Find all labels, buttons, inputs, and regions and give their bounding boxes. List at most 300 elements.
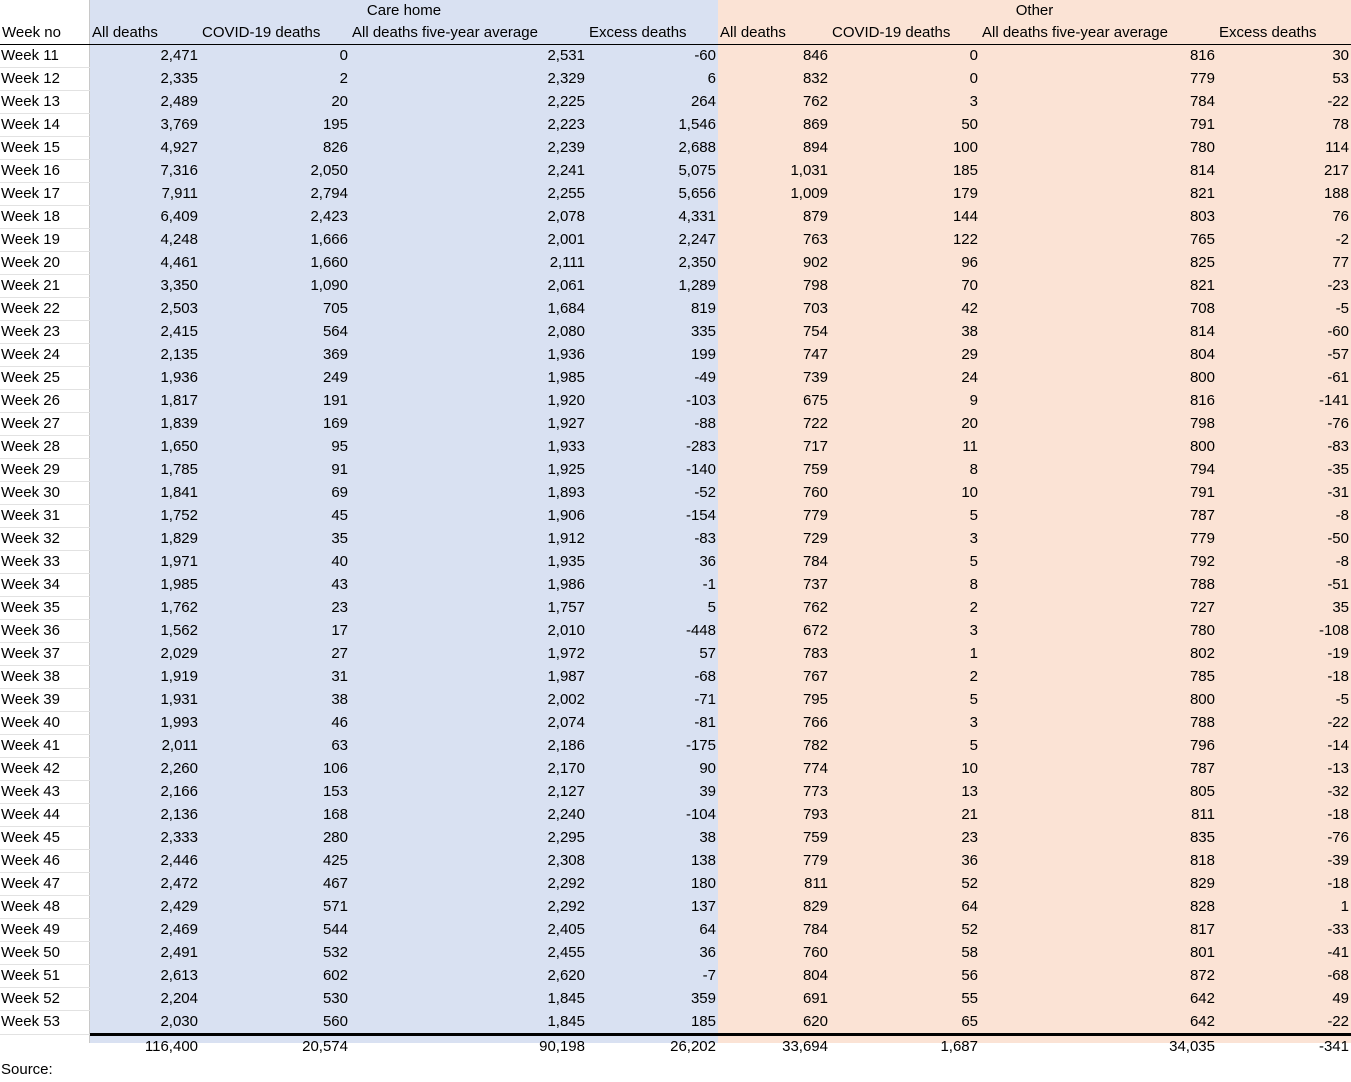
cell-other-all-deaths[interactable]: 691 — [802, 990, 828, 1007]
cell-care-home-covid-deaths[interactable]: 153 — [322, 783, 348, 800]
cell-other-covid-deaths[interactable]: 100 — [952, 139, 978, 156]
total-other-five-year-average[interactable]: 34,035 — [1169, 1037, 1215, 1055]
cell-other-all-deaths[interactable]: 763 — [802, 231, 828, 248]
cell-care-home-covid-deaths[interactable]: 2 — [339, 70, 348, 87]
cell-week-no[interactable]: Week 25 — [0, 367, 90, 390]
cell-other-five-year-average[interactable]: 828 — [1189, 898, 1215, 915]
cell-other-excess-deaths[interactable]: -13 — [1327, 760, 1349, 777]
cell-care-home-covid-deaths[interactable]: 544 — [322, 921, 348, 938]
cell-other-all-deaths[interactable]: 675 — [802, 392, 828, 409]
cell-other-covid-deaths[interactable]: 3 — [969, 93, 978, 110]
cell-week-no[interactable]: Week 40 — [0, 712, 90, 735]
cell-other-all-deaths[interactable]: 762 — [802, 93, 828, 110]
cell-other-all-deaths[interactable]: 793 — [802, 806, 828, 823]
cell-care-home-five-year-average[interactable]: 1,927 — [547, 415, 585, 432]
cell-other-all-deaths[interactable]: 722 — [802, 415, 828, 432]
cell-other-five-year-average[interactable]: 792 — [1189, 553, 1215, 570]
cell-other-five-year-average[interactable]: 872 — [1189, 967, 1215, 984]
total-other-covid-deaths[interactable]: 1,687 — [940, 1037, 978, 1055]
cell-care-home-five-year-average[interactable]: 2,405 — [547, 921, 585, 938]
cell-other-covid-deaths[interactable]: 13 — [961, 783, 978, 800]
source-empty-cell[interactable] — [587, 1058, 718, 1082]
cell-other-all-deaths[interactable]: 620 — [718, 1011, 830, 1035]
cell-care-home-all-deaths[interactable]: 2,429 — [160, 898, 198, 915]
source-empty-cell[interactable] — [200, 1058, 350, 1082]
cell-other-all-deaths[interactable]: 779 — [802, 852, 828, 869]
cell-care-home-covid-deaths[interactable]: 27 — [331, 645, 348, 662]
cell-other-five-year-average[interactable]: 835 — [1189, 829, 1215, 846]
cell-other-all-deaths[interactable]: 754 — [802, 323, 828, 340]
cell-other-excess-deaths[interactable]: -33 — [1327, 921, 1349, 938]
cell-other-all-deaths[interactable]: 811 — [804, 875, 828, 892]
cell-week-no[interactable]: Week 29 — [0, 459, 90, 482]
cell-other-excess-deaths[interactable]: 49 — [1332, 990, 1349, 1007]
cell-other-excess-deaths[interactable]: -2 — [1335, 231, 1349, 248]
cell-care-home-excess-deaths[interactable]: -283 — [685, 438, 716, 455]
cell-other-covid-deaths[interactable]: 3 — [969, 622, 978, 639]
cell-care-home-five-year-average[interactable]: 2,292 — [547, 898, 585, 915]
cell-care-home-all-deaths[interactable]: 2,166 — [160, 783, 198, 800]
cell-other-excess-deaths[interactable]: -61 — [1327, 369, 1349, 386]
cell-other-five-year-average[interactable]: 804 — [1189, 346, 1215, 363]
cell-week-no[interactable]: Week 46 — [0, 850, 90, 873]
cell-care-home-excess-deaths[interactable]: 2,350 — [678, 254, 716, 271]
cell-other-all-deaths[interactable]: 784 — [802, 553, 828, 570]
cell-other-all-deaths[interactable]: 894 — [802, 139, 828, 156]
cell-week-no[interactable]: Week 11 — [0, 45, 90, 68]
header-other-excess-deaths[interactable]: Excess deaths — [1217, 22, 1351, 45]
cell-care-home-all-deaths[interactable]: 2,446 — [160, 852, 198, 869]
cell-week-no[interactable]: Week 37 — [0, 643, 90, 666]
cell-care-home-excess-deaths[interactable]: 2,688 — [678, 139, 716, 156]
header-care-home-all-deaths[interactable]: All deaths — [90, 22, 200, 45]
cell-week-no[interactable]: Week 18 — [0, 206, 90, 229]
cell-care-home-all-deaths[interactable]: 6,409 — [160, 208, 198, 225]
cell-care-home-five-year-average[interactable]: 1,972 — [547, 645, 585, 662]
cell-care-home-five-year-average[interactable]: 2,127 — [547, 783, 585, 800]
cell-care-home-five-year-average[interactable]: 1,893 — [547, 484, 585, 501]
header-care-home-excess-deaths[interactable]: Excess deaths — [587, 22, 718, 45]
cell-care-home-five-year-average[interactable]: 1,986 — [547, 576, 585, 593]
cell-other-excess-deaths[interactable]: 30 — [1332, 47, 1349, 65]
cell-other-five-year-average[interactable]: 800 — [1189, 691, 1215, 708]
cell-care-home-covid-deaths[interactable]: 280 — [322, 829, 348, 846]
cell-week-no[interactable]: Week 43 — [0, 781, 90, 804]
source-empty-cell[interactable] — [718, 1058, 830, 1082]
cell-care-home-excess-deaths[interactable]: 264 — [690, 93, 716, 110]
cell-care-home-five-year-average[interactable]: 1,906 — [547, 507, 585, 524]
cell-other-covid-deaths[interactable]: 58 — [961, 944, 978, 961]
cell-other-five-year-average[interactable]: 821 — [1189, 185, 1215, 202]
cell-care-home-excess-deaths[interactable]: 38 — [699, 829, 716, 846]
cell-other-excess-deaths[interactable]: -41 — [1327, 944, 1349, 961]
cell-care-home-five-year-average[interactable]: 1,925 — [547, 461, 585, 478]
cell-other-five-year-average[interactable]: 791 — [1189, 116, 1215, 133]
cell-week-no[interactable]: Week 17 — [0, 183, 90, 206]
cell-other-excess-deaths[interactable]: -57 — [1327, 346, 1349, 363]
cell-other-all-deaths[interactable]: 767 — [802, 668, 828, 685]
cell-care-home-excess-deaths[interactable]: -103 — [685, 392, 716, 409]
cell-other-all-deaths[interactable]: 760 — [802, 944, 828, 961]
cell-care-home-excess-deaths[interactable]: -104 — [685, 806, 716, 823]
cell-care-home-covid-deaths[interactable]: 69 — [331, 484, 348, 501]
cell-other-excess-deaths[interactable]: -23 — [1327, 277, 1349, 294]
cell-other-all-deaths[interactable]: 1,009 — [790, 185, 828, 202]
cell-care-home-all-deaths[interactable]: 2,136 — [160, 806, 198, 823]
cell-week-no[interactable]: Week 12 — [0, 68, 90, 91]
cell-other-covid-deaths[interactable]: 52 — [961, 875, 978, 892]
total-other-excess-deaths[interactable]: -341 — [1318, 1037, 1349, 1055]
cell-care-home-excess-deaths[interactable]: 5 — [707, 599, 716, 616]
cell-care-home-covid-deaths[interactable]: 191 — [322, 392, 348, 409]
cell-week-no[interactable]: Week 48 — [0, 896, 90, 919]
source-label[interactable]: Source: — [1, 1060, 53, 1078]
cell-week-no[interactable]: Week 13 — [0, 91, 90, 114]
cell-care-home-all-deaths[interactable]: 2,011 — [161, 737, 198, 754]
cell-week-no[interactable]: Week 14 — [0, 114, 90, 137]
cell-care-home-excess-deaths[interactable]: 819 — [690, 300, 716, 317]
cell-care-home-all-deaths[interactable]: 2,491 — [160, 944, 198, 961]
cell-other-excess-deaths[interactable]: -8 — [1335, 507, 1349, 524]
cell-week-no[interactable]: Week 30 — [0, 482, 90, 505]
cell-care-home-excess-deaths[interactable]: 180 — [690, 875, 716, 892]
cell-other-covid-deaths[interactable]: 20 — [961, 415, 978, 432]
cell-care-home-five-year-average[interactable]: 1,936 — [547, 346, 585, 363]
cell-care-home-covid-deaths[interactable]: 532 — [322, 944, 348, 961]
cell-other-excess-deaths[interactable]: -5 — [1335, 300, 1349, 317]
cell-care-home-covid-deaths[interactable]: 249 — [322, 369, 348, 386]
cell-care-home-five-year-average[interactable]: 2,225 — [547, 93, 585, 110]
cell-other-covid-deaths[interactable]: 50 — [961, 116, 978, 133]
cell-care-home-covid-deaths[interactable]: 17 — [331, 622, 348, 639]
cell-other-excess-deaths[interactable]: -18 — [1327, 875, 1349, 892]
cell-other-all-deaths[interactable]: 798 — [802, 277, 828, 294]
cell-care-home-all-deaths[interactable]: 1,985 — [160, 576, 198, 593]
cell-other-excess-deaths[interactable]: -18 — [1327, 806, 1349, 823]
cell-other-five-year-average[interactable]: 779 — [1189, 70, 1215, 87]
cell-other-five-year-average[interactable]: 802 — [1189, 645, 1215, 662]
cell-other-covid-deaths[interactable]: 5 — [969, 553, 978, 570]
cell-other-five-year-average[interactable]: 800 — [1189, 438, 1215, 455]
cell-care-home-five-year-average[interactable]: 2,295 — [547, 829, 585, 846]
cell-other-covid-deaths[interactable]: 38 — [961, 323, 978, 340]
cell-care-home-excess-deaths[interactable]: 64 — [699, 921, 716, 938]
cell-care-home-five-year-average[interactable]: 2,620 — [547, 967, 585, 984]
cell-other-all-deaths[interactable]: 783 — [802, 645, 828, 662]
cell-week-no[interactable]: Week 24 — [0, 344, 90, 367]
cell-other-all-deaths[interactable]: 804 — [802, 967, 828, 984]
cell-care-home-excess-deaths[interactable]: 1,289 — [678, 277, 716, 294]
cell-other-five-year-average[interactable]: 780 — [1189, 622, 1215, 639]
cell-week-no[interactable]: Week 23 — [0, 321, 90, 344]
cell-care-home-all-deaths[interactable]: 7,316 — [160, 162, 198, 179]
cell-other-excess-deaths[interactable]: -5 — [1335, 691, 1349, 708]
cell-other-excess-deaths[interactable]: -76 — [1327, 829, 1349, 846]
cell-other-all-deaths[interactable]: 759 — [802, 829, 828, 846]
cell-care-home-five-year-average[interactable]: 1,933 — [547, 438, 585, 455]
cell-care-home-covid-deaths[interactable]: 560 — [200, 1011, 350, 1035]
cell-other-excess-deaths[interactable]: 76 — [1332, 208, 1349, 225]
cell-care-home-covid-deaths[interactable]: 91 — [331, 461, 348, 478]
cell-care-home-covid-deaths[interactable]: 2,050 — [310, 162, 348, 179]
cell-care-home-five-year-average[interactable]: 1,845 — [350, 1011, 587, 1035]
cell-care-home-excess-deaths[interactable]: 57 — [699, 645, 716, 662]
cell-other-covid-deaths[interactable]: 5 — [969, 737, 978, 754]
cell-other-all-deaths[interactable]: 717 — [802, 438, 828, 455]
cell-other-covid-deaths[interactable]: 5 — [969, 507, 978, 524]
cell-other-excess-deaths[interactable]: 77 — [1332, 254, 1349, 271]
cell-care-home-all-deaths[interactable]: 1,752 — [160, 507, 198, 524]
cell-other-excess-deaths[interactable]: 1 — [1340, 898, 1349, 915]
cell-care-home-excess-deaths[interactable]: -7 — [702, 967, 716, 984]
cell-other-covid-deaths[interactable]: 2 — [969, 668, 978, 685]
cell-other-five-year-average[interactable]: 825 — [1189, 254, 1215, 271]
cell-other-covid-deaths[interactable]: 0 — [969, 47, 978, 65]
cell-week-no[interactable]: Week 20 — [0, 252, 90, 275]
cell-other-covid-deaths[interactable]: 1 — [969, 645, 978, 662]
cell-other-covid-deaths[interactable]: 10 — [961, 760, 978, 777]
cell-care-home-covid-deaths[interactable]: 95 — [331, 438, 348, 455]
cell-other-covid-deaths[interactable]: 55 — [961, 990, 978, 1007]
cell-care-home-five-year-average[interactable]: 2,223 — [547, 116, 585, 133]
cell-care-home-all-deaths[interactable]: 2,613 — [160, 967, 198, 984]
cell-care-home-five-year-average[interactable]: 1,912 — [547, 530, 585, 547]
cell-care-home-five-year-average[interactable]: 1,985 — [547, 369, 585, 386]
cell-other-five-year-average[interactable]: 805 — [1189, 783, 1215, 800]
cell-other-excess-deaths[interactable]: -31 — [1327, 484, 1349, 501]
cell-care-home-covid-deaths[interactable]: 195 — [322, 116, 348, 133]
cell-week-no[interactable]: Week 27 — [0, 413, 90, 436]
cell-care-home-excess-deaths[interactable]: 36 — [699, 944, 716, 961]
cell-care-home-all-deaths[interactable]: 1,841 — [160, 484, 198, 501]
cell-other-covid-deaths[interactable]: 185 — [952, 162, 978, 179]
header-care-home-covid-deaths[interactable]: COVID-19 deaths — [200, 22, 350, 45]
cell-week-no[interactable]: Week 39 — [0, 689, 90, 712]
cell-care-home-five-year-average[interactable]: 2,255 — [547, 185, 585, 202]
cell-care-home-five-year-average[interactable]: 1,987 — [547, 668, 585, 685]
cell-care-home-covid-deaths[interactable]: 2,794 — [310, 185, 348, 202]
cell-care-home-excess-deaths[interactable]: 359 — [690, 990, 716, 1007]
cell-other-covid-deaths[interactable]: 64 — [961, 898, 978, 915]
cell-care-home-covid-deaths[interactable]: 564 — [322, 323, 348, 340]
cell-other-excess-deaths[interactable]: -68 — [1327, 967, 1349, 984]
cell-care-home-five-year-average[interactable]: 1,684 — [547, 300, 585, 317]
header-other-five-year-average[interactable]: All deaths five-year average — [980, 22, 1217, 45]
cell-care-home-five-year-average[interactable]: 2,170 — [547, 760, 585, 777]
cell-week-no[interactable]: Week 28 — [0, 436, 90, 459]
cell-care-home-five-year-average[interactable]: 2,001 — [547, 231, 585, 248]
cell-care-home-excess-deaths[interactable]: -60 — [694, 47, 716, 65]
cell-care-home-covid-deaths[interactable]: 1,660 — [310, 254, 348, 271]
cell-care-home-covid-deaths[interactable]: 46 — [331, 714, 348, 731]
cell-care-home-excess-deaths[interactable]: -175 — [685, 737, 716, 754]
cell-other-covid-deaths[interactable]: 122 — [952, 231, 978, 248]
cell-other-five-year-average[interactable]: 785 — [1189, 668, 1215, 685]
cell-week-no[interactable]: Week 45 — [0, 827, 90, 850]
cell-care-home-covid-deaths[interactable]: 1,666 — [310, 231, 348, 248]
cell-other-excess-deaths[interactable]: -60 — [1327, 323, 1349, 340]
cell-care-home-covid-deaths[interactable]: 826 — [322, 139, 348, 156]
cell-care-home-covid-deaths[interactable]: 168 — [322, 806, 348, 823]
cell-care-home-all-deaths[interactable]: 3,769 — [160, 116, 198, 133]
cell-other-covid-deaths[interactable]: 42 — [961, 300, 978, 317]
cell-week-no[interactable]: Week 33 — [0, 551, 90, 574]
cell-other-five-year-average[interactable]: 642 — [1189, 990, 1215, 1007]
cell-week-no[interactable]: Week 31 — [0, 505, 90, 528]
cell-other-excess-deaths[interactable]: -50 — [1327, 530, 1349, 547]
total-care-home-covid-deaths[interactable]: 20,574 — [302, 1037, 348, 1055]
cell-other-excess-deaths[interactable]: -83 — [1327, 438, 1349, 455]
cell-other-all-deaths[interactable]: 782 — [802, 737, 828, 754]
cell-care-home-excess-deaths[interactable]: 39 — [699, 783, 716, 800]
cell-care-home-covid-deaths[interactable]: 38 — [331, 691, 348, 708]
cell-other-covid-deaths[interactable]: 21 — [961, 806, 978, 823]
cell-other-excess-deaths[interactable]: 53 — [1332, 70, 1349, 87]
cell-other-covid-deaths[interactable]: 29 — [961, 346, 978, 363]
cell-care-home-five-year-average[interactable]: 2,455 — [547, 944, 585, 961]
cell-other-covid-deaths[interactable]: 9 — [969, 392, 978, 409]
cell-other-covid-deaths[interactable]: 56 — [961, 967, 978, 984]
cell-other-all-deaths[interactable]: 762 — [802, 599, 828, 616]
cell-care-home-all-deaths[interactable]: 1,931 — [160, 691, 198, 708]
cell-care-home-all-deaths[interactable]: 2,469 — [160, 921, 198, 938]
cell-week-no[interactable]: Week 16 — [0, 160, 90, 183]
cell-care-home-all-deaths[interactable]: 2,135 — [160, 346, 198, 363]
cell-other-excess-deaths[interactable]: 35 — [1332, 599, 1349, 616]
cell-care-home-excess-deaths[interactable]: 2,247 — [678, 231, 716, 248]
cell-other-five-year-average[interactable]: 779 — [1189, 530, 1215, 547]
cell-care-home-excess-deaths[interactable]: -71 — [694, 691, 716, 708]
cell-other-five-year-average[interactable]: 817 — [1189, 921, 1215, 938]
header-other-all-deaths[interactable]: All deaths — [718, 22, 830, 45]
cell-care-home-excess-deaths[interactable]: 6 — [707, 70, 716, 87]
cell-care-home-covid-deaths[interactable]: 425 — [322, 852, 348, 869]
cell-other-covid-deaths[interactable]: 10 — [961, 484, 978, 501]
cell-other-covid-deaths[interactable]: 144 — [952, 208, 978, 225]
cell-week-no[interactable]: Week 38 — [0, 666, 90, 689]
cell-other-five-year-average[interactable]: 787 — [1189, 760, 1215, 777]
cell-other-excess-deaths[interactable]: -51 — [1327, 576, 1349, 593]
cell-care-home-covid-deaths[interactable]: 43 — [331, 576, 348, 593]
cell-other-covid-deaths[interactable]: 36 — [961, 852, 978, 869]
cell-care-home-covid-deaths[interactable]: 35 — [331, 530, 348, 547]
cell-care-home-excess-deaths[interactable]: 335 — [690, 323, 716, 340]
cell-week-no[interactable]: Week 52 — [0, 988, 90, 1011]
cell-care-home-excess-deaths[interactable]: -52 — [694, 484, 716, 501]
cell-week-no[interactable]: Week 49 — [0, 919, 90, 942]
cell-care-home-all-deaths[interactable]: 2,415 — [160, 323, 198, 340]
cell-care-home-five-year-average[interactable]: 2,078 — [547, 208, 585, 225]
cell-other-five-year-average[interactable]: 784 — [1189, 93, 1215, 110]
cell-week-no[interactable]: Week 41 — [0, 735, 90, 758]
cell-care-home-all-deaths[interactable]: 1,817 — [160, 392, 198, 409]
cell-other-all-deaths[interactable]: 773 — [802, 783, 828, 800]
cell-other-all-deaths[interactable]: 779 — [802, 507, 828, 524]
cell-other-excess-deaths[interactable]: 78 — [1332, 116, 1349, 133]
cell-other-all-deaths[interactable]: 729 — [802, 530, 828, 547]
cell-care-home-excess-deaths[interactable]: 5,075 — [678, 162, 716, 179]
header-care-home-five-year-average[interactable]: All deaths five-year average — [350, 22, 587, 45]
cell-other-excess-deaths[interactable]: 217 — [1323, 162, 1349, 179]
cell-care-home-excess-deaths[interactable]: -140 — [685, 461, 716, 478]
cell-week-no[interactable]: Week 51 — [0, 965, 90, 988]
cell-care-home-five-year-average[interactable]: 2,308 — [547, 852, 585, 869]
cell-care-home-all-deaths[interactable]: 1,785 — [160, 461, 198, 478]
cell-care-home-covid-deaths[interactable]: 40 — [331, 553, 348, 570]
cell-care-home-five-year-average[interactable]: 2,240 — [547, 806, 585, 823]
source-empty-cell[interactable] — [90, 1058, 200, 1082]
cell-other-all-deaths[interactable]: 703 — [802, 300, 828, 317]
cell-other-five-year-average[interactable]: 814 — [1189, 162, 1215, 179]
cell-week-no[interactable]: Week 44 — [0, 804, 90, 827]
total-care-home-excess-deaths[interactable]: 26,202 — [670, 1037, 716, 1055]
cell-care-home-excess-deaths[interactable]: 138 — [690, 852, 716, 869]
cell-week-no[interactable]: Week 22 — [0, 298, 90, 321]
cell-week-no[interactable]: Week 50 — [0, 942, 90, 965]
cell-other-all-deaths[interactable]: 829 — [802, 898, 828, 915]
cell-week-no[interactable]: Week 26 — [0, 390, 90, 413]
cell-care-home-five-year-average[interactable]: 1,935 — [547, 553, 585, 570]
cell-week-no[interactable]: Week 36 — [0, 620, 90, 643]
cell-other-excess-deaths[interactable]: -22 — [1327, 93, 1349, 110]
cell-care-home-excess-deaths[interactable]: -81 — [694, 714, 716, 731]
cell-care-home-all-deaths[interactable]: 1,839 — [160, 415, 198, 432]
cell-care-home-covid-deaths[interactable]: 31 — [331, 668, 348, 685]
cell-other-excess-deaths[interactable]: -22 — [1327, 714, 1349, 731]
cell-other-five-year-average[interactable]: 642 — [980, 1011, 1217, 1035]
cell-care-home-all-deaths[interactable]: 1,650 — [160, 438, 198, 455]
cell-care-home-all-deaths[interactable]: 2,029 — [160, 645, 198, 662]
cell-other-five-year-average[interactable]: 791 — [1189, 484, 1215, 501]
cell-care-home-five-year-average[interactable]: 2,186 — [547, 737, 585, 754]
cell-totals-label[interactable] — [0, 1034, 90, 1058]
cell-other-all-deaths[interactable]: 832 — [802, 70, 828, 87]
cell-care-home-five-year-average[interactable]: 2,010 — [547, 622, 585, 639]
cell-care-home-five-year-average[interactable]: 2,531 — [547, 47, 585, 65]
source-empty-cell[interactable] — [980, 1058, 1217, 1082]
cell-other-covid-deaths[interactable]: 2 — [969, 599, 978, 616]
cell-other-excess-deaths[interactable]: -18 — [1327, 668, 1349, 685]
cell-care-home-excess-deaths[interactable]: -1 — [702, 576, 716, 593]
cell-care-home-all-deaths[interactable]: 1,936 — [160, 369, 198, 386]
cell-care-home-five-year-average[interactable]: 2,329 — [547, 70, 585, 87]
cell-other-excess-deaths[interactable]: -19 — [1327, 645, 1349, 662]
cell-care-home-all-deaths[interactable]: 2,471 — [160, 47, 198, 65]
group-other[interactable]: Other — [1015, 2, 1054, 19]
cell-care-home-all-deaths[interactable]: 2,204 — [160, 990, 198, 1007]
cell-other-excess-deaths[interactable]: -39 — [1327, 852, 1349, 869]
cell-other-covid-deaths[interactable]: 3 — [969, 530, 978, 547]
cell-care-home-excess-deaths[interactable]: 90 — [699, 760, 716, 777]
cell-other-all-deaths[interactable]: 739 — [802, 369, 828, 386]
cell-care-home-excess-deaths[interactable]: 36 — [699, 553, 716, 570]
cell-care-home-all-deaths[interactable]: 2,472 — [160, 875, 198, 892]
cell-other-excess-deaths[interactable]: -22 — [1217, 1011, 1351, 1035]
cell-week-no[interactable]: Week 34 — [0, 574, 90, 597]
cell-other-covid-deaths[interactable]: 179 — [952, 185, 978, 202]
cell-week-no[interactable]: Week 19 — [0, 229, 90, 252]
cell-care-home-excess-deaths[interactable]: 137 — [690, 898, 716, 915]
cell-other-all-deaths[interactable]: 784 — [802, 921, 828, 938]
cell-other-covid-deaths[interactable]: 23 — [961, 829, 978, 846]
cell-other-excess-deaths[interactable]: -76 — [1327, 415, 1349, 432]
cell-care-home-covid-deaths[interactable]: 467 — [322, 875, 348, 892]
cell-care-home-all-deaths[interactable]: 2,503 — [160, 300, 198, 317]
cell-care-home-five-year-average[interactable]: 2,111 — [549, 254, 585, 271]
cell-other-excess-deaths[interactable]: -8 — [1335, 553, 1349, 570]
cell-care-home-all-deaths[interactable]: 1,919 — [160, 668, 198, 685]
cell-care-home-excess-deaths[interactable]: -448 — [685, 622, 716, 639]
